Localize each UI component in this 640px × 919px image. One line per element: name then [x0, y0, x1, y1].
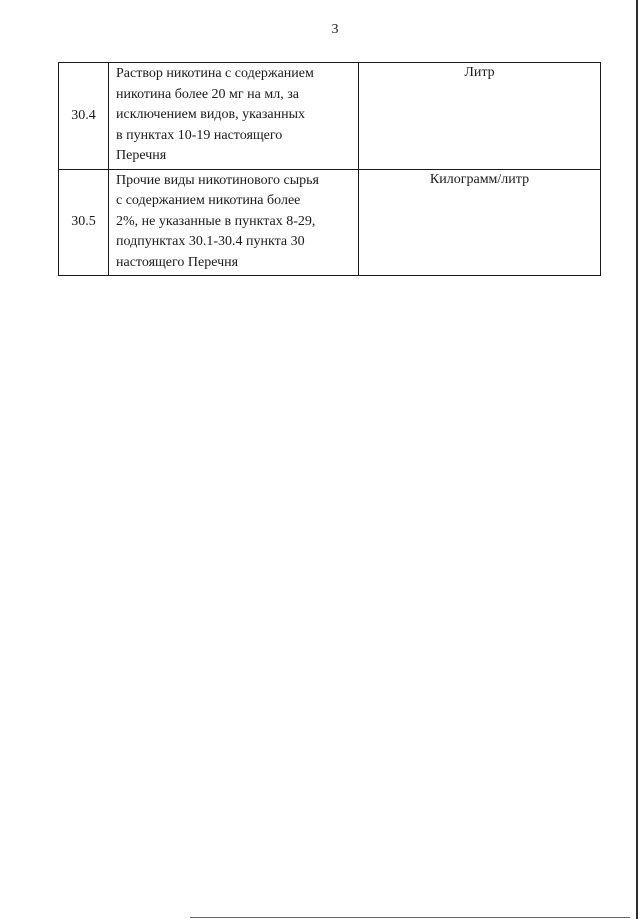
page-edge-bottom — [190, 917, 630, 918]
row-name-line: никотина более 20 мг на мл, за — [116, 86, 299, 102]
row-unit: Килограмм/литр — [359, 169, 601, 276]
units-table — [58, 62, 601, 276]
row-code: 30.5 — [59, 169, 109, 276]
row-name-line: исключением видов, указанных — [116, 107, 306, 122]
row-code: 30.4 — [59, 63, 109, 170]
page-number: 3 — [331, 22, 339, 37]
row-unit: Литр — [359, 63, 601, 170]
row-name-line: настоящего Перечня — [116, 254, 239, 270]
table-row — [59, 63, 601, 170]
row-name-line: с содержанием никотина более — [116, 193, 301, 208]
row-name — [109, 169, 359, 276]
row-name-line: подпунктах 30.1-30.4 пункта 30 — [116, 234, 305, 249]
row-name-line: Прочие виды никотинового сырья — [116, 172, 319, 188]
row-name-line: Перечня — [116, 148, 167, 163]
page-edge-right — [636, 0, 638, 919]
row-name-line: в пунктах 10-19 настоящего — [116, 127, 283, 143]
row-name — [109, 63, 359, 170]
row-name-line: Раствор никотина с содержанием — [116, 66, 314, 81]
row-name-line: 2%, не указанные в пунктах 8-29, — [116, 213, 316, 229]
table-row — [59, 169, 601, 276]
